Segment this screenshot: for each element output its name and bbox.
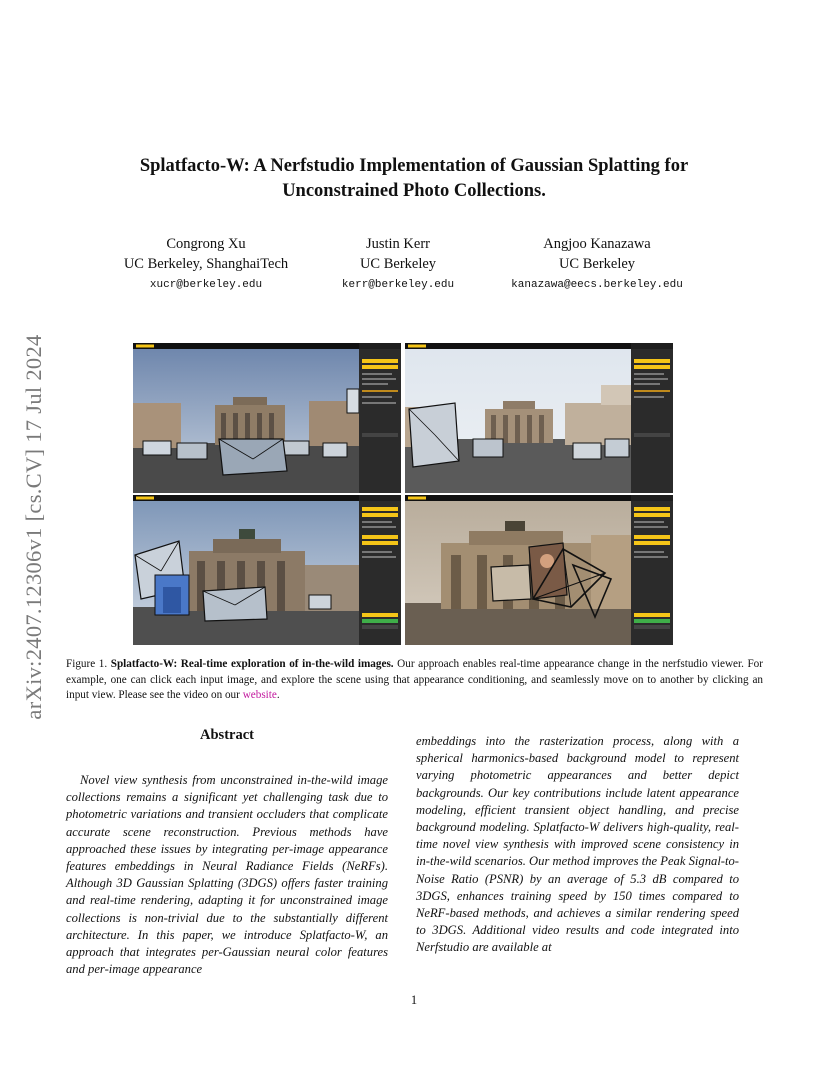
- author-block: [108, 234, 304, 296]
- website-link[interactable]: website: [242, 689, 277, 701]
- abstract-right-column: embeddings into the rasterization process, along with a spherical harmonics-based background model to represent varying photometric appearances and better depict backgrounds. Our key contributions include latent appearance modeling, efficient transient object handling, and precise background modeling. Splatfacto-W delivers high-quality, real-time novel view synthesis with improved scene consistency in in-the-wild scenarios. Our method improves the Peak Signal-to-Noise Ratio (PSNR) by an average of 5.3 dB compared to 3DGS, enhances training speed by 150 times compared to NeRF-based methods, and achieves a similar rendering speed to 3DGS. Additional video results and code integrated into Nerfstudio are available at: [416, 734, 739, 955]
- author-name: Justin Kerr: [365, 236, 431, 252]
- paper-title-line-1: Splatfacto-W: A Nerfstudio Implementation of Gaussian Splatting for: [139, 156, 689, 176]
- abstract-left-column: Novel view synthesis from unconstrained in-the-wild image collections remains a significant yet challenging task due to photometric variations and transient occluders that complicate accurate scene reconstruction. Previous methods have approached these issues by integrating per-image appearance features embeddings in Neural Radiance Fields (NeRFs). Although 3D Gaussian Splatting (3DGS) offers faster training and real-time rendering, adapting it for unconstrained image collections is non-trivial due to the substantially different architecture. In this paper, we introduce Splatfacto-W, an approach that integrates per-Gaussian neural color features and per-image appearance: [66, 773, 388, 977]
- arxiv-identifier: [14, 292, 54, 762]
- viewer-screenshot-4: [405, 495, 673, 645]
- author-block: [322, 234, 474, 296]
- viewer-screenshot-3: [133, 495, 401, 645]
- abstract-heading: Abstract: [200, 727, 254, 743]
- caption-end: .: [276, 689, 280, 701]
- arxiv-identifier-text: arXiv:2407.12306v1 [cs.CV] 17 Jul 2024: [21, 334, 46, 720]
- viewer-screenshot-1: [133, 343, 401, 493]
- author-block: [490, 234, 704, 296]
- author-affiliation: UC Berkeley, ShanghaiTech: [123, 256, 289, 272]
- caption-text: Our approach enables real-time appearance change in the nerfstudio viewer. For example, one can click each input image, and explore the scene using that appearance conditioning, and seamlessly move on to another by clicking an input view. Please see the video on our: [66, 658, 763, 701]
- caption-bold: Splatfacto-W: Real-time exploration of in-the-wild images.: [110, 658, 394, 670]
- figure-1: [133, 343, 673, 645]
- author-email: kerr@berkeley.edu: [341, 279, 455, 291]
- page-number: 1: [410, 993, 418, 1007]
- figure-caption: [66, 657, 763, 704]
- paper-title-line-2: Unconstrained Photo Collections.: [282, 181, 546, 201]
- author-affiliation: UC Berkeley: [558, 256, 636, 272]
- author-email: kanazawa@eecs.berkeley.edu: [511, 279, 683, 291]
- author-name: Angjoo Kanazawa: [543, 236, 651, 252]
- author-name: Congrong Xu: [166, 236, 246, 252]
- paper-title: [80, 154, 748, 204]
- author-affiliation: UC Berkeley: [359, 256, 437, 272]
- author-email: xucr@berkeley.edu: [149, 279, 263, 291]
- viewer-screenshot-2: [405, 343, 673, 493]
- caption-label: Figure 1.: [66, 658, 111, 670]
